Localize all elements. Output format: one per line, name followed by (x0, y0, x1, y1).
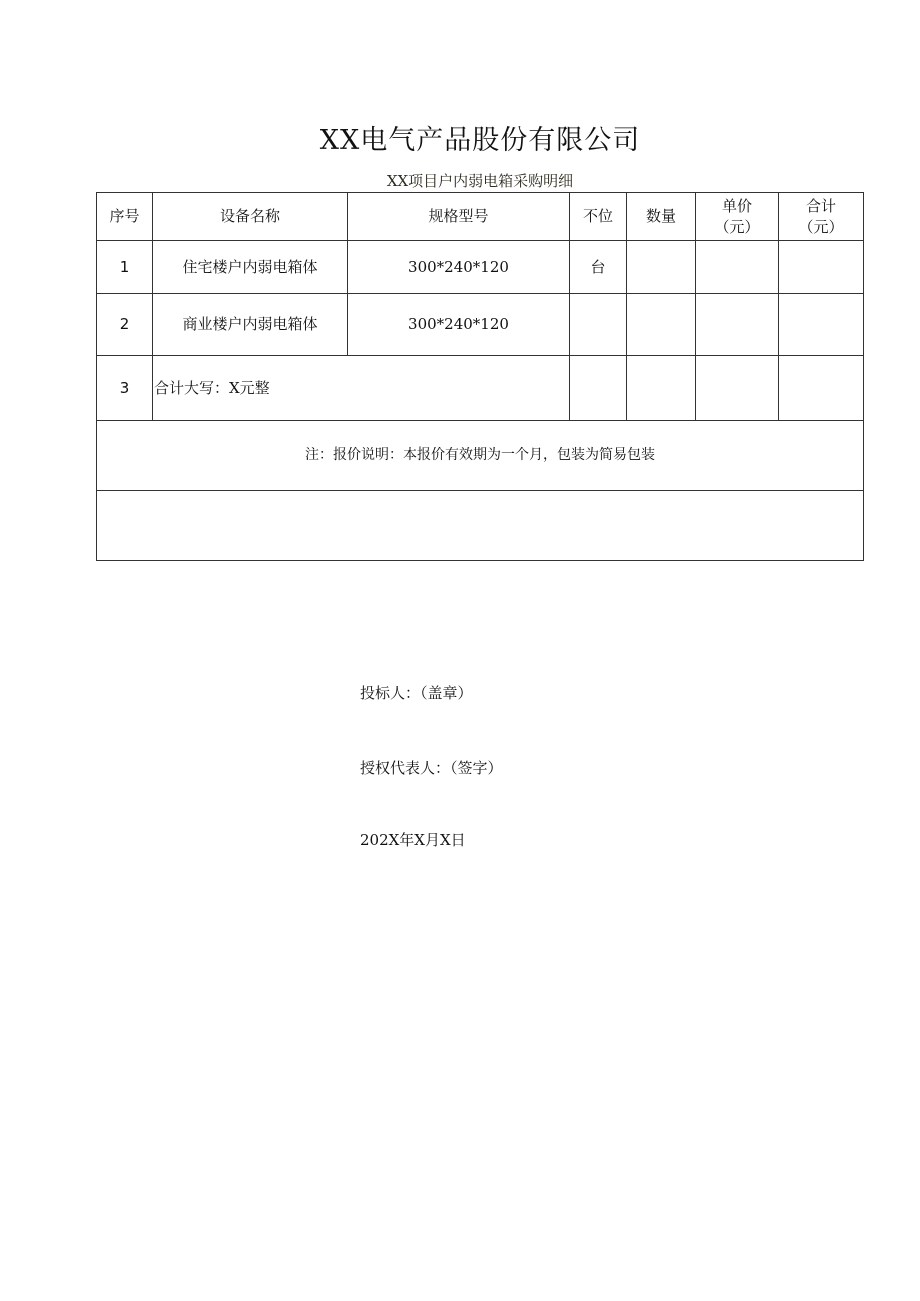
header-price (696, 193, 779, 241)
row-spec: 300*240*120 (348, 294, 570, 356)
row-seq: 1 (97, 241, 153, 294)
row-total (779, 294, 864, 356)
total-row-qty-cell (627, 356, 696, 421)
representative-signature-line: 授权代表人：（签字） (360, 759, 503, 777)
quotation-note: 注：报价说明：本报价有效期为一个月，包装为简易包装 (97, 421, 864, 491)
total-row (97, 356, 864, 421)
row-unit: 台 (570, 241, 627, 294)
header-qty: 数量 (627, 193, 696, 241)
header-price-line2: （元） (714, 217, 760, 236)
header-price-line1: 单价 (721, 196, 752, 215)
total-row-seq: 3 (97, 356, 153, 421)
row-price (696, 294, 779, 356)
total-row-unit-cell (570, 356, 627, 421)
bidder-seal-line: 投标人：（盖章） (360, 684, 473, 702)
blank-row (97, 491, 864, 561)
total-amount-in-words: 合计大写：X元整 (153, 356, 570, 421)
document-subtitle: XX项目户内弱电箱采购明细 (386, 172, 574, 190)
total-row-price-cell (696, 356, 779, 421)
header-total-line2: （元） (798, 217, 844, 236)
header-total-line1: 合计 (805, 196, 836, 215)
row-name: 商业楼户内弱电箱体 (153, 294, 348, 356)
row-price (696, 241, 779, 294)
row-unit (570, 294, 627, 356)
header-spec: 规格型号 (348, 193, 570, 241)
row-qty (627, 294, 696, 356)
header-total (779, 193, 864, 241)
blank-cell (97, 491, 864, 561)
table-row (97, 294, 864, 356)
header-seq: 序号 (97, 193, 153, 241)
row-name: 住宅楼户内弱电箱体 (153, 241, 348, 294)
date-line: 202X年X月X日 (360, 831, 466, 849)
row-total (779, 241, 864, 294)
note-row (97, 421, 864, 491)
row-spec: 300*240*120 (348, 241, 570, 294)
row-seq: 2 (97, 294, 153, 356)
company-title: XX电气产品股份有限公司 (319, 125, 641, 156)
header-name: 设备名称 (153, 193, 348, 241)
table-header-row (97, 193, 864, 241)
table-row (97, 241, 864, 294)
total-row-total-cell (779, 356, 864, 421)
row-qty (627, 241, 696, 294)
procurement-table (96, 192, 864, 561)
header-unit: 不位 (570, 193, 627, 241)
